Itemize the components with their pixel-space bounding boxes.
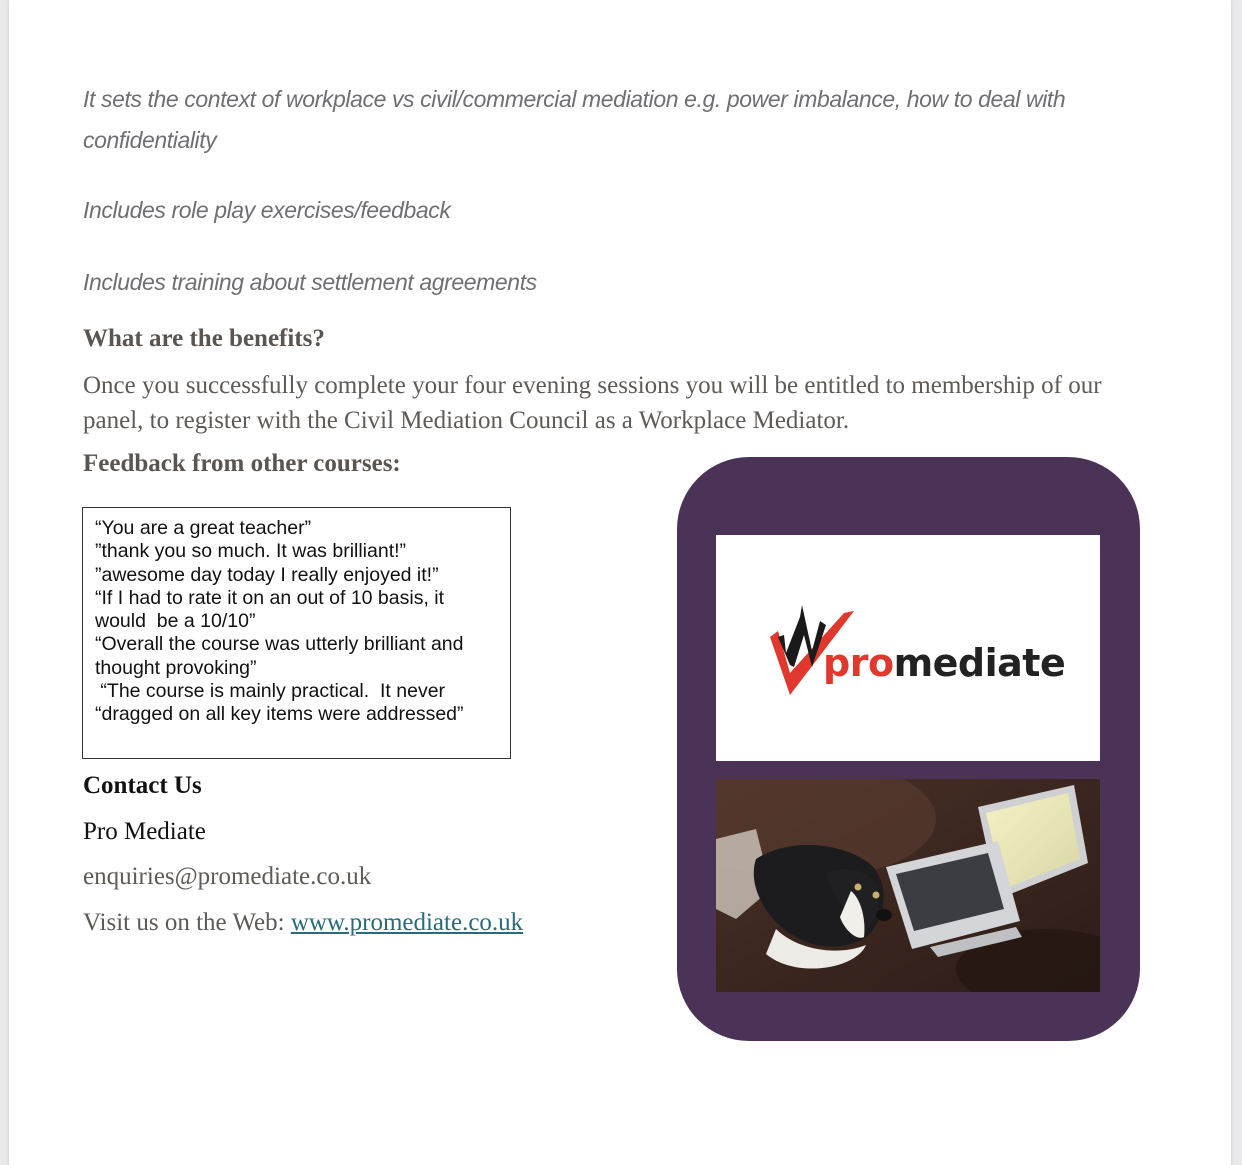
- document-page: [9, 0, 1231, 1165]
- intro-line-4: Includes training about settlement agreements: [83, 269, 537, 295]
- contact-web: [83, 909, 523, 937]
- feedback-line: thought provoking”: [95, 656, 257, 679]
- feedback-line: “dragged on all key items were addressed”: [95, 703, 464, 726]
- feedback-line: “You are a great teacher”: [95, 517, 312, 539]
- feedback-line: would be a 10/10”: [95, 610, 256, 633]
- logo-wordmark: [823, 641, 1065, 685]
- feedback-line: ”thank you so much. It was brilliant!”: [95, 540, 407, 563]
- logo-pro: pro: [823, 641, 894, 685]
- feedback-line: “The course is mainly practical. It never: [95, 680, 446, 703]
- feedback-heading: Feedback from other courses:: [83, 450, 401, 477]
- contact-email: enquiries@promediate.co.uk: [83, 863, 372, 890]
- photo-illustration: [716, 779, 1100, 992]
- feedback-line: “Overall the course was utterly brilliant and: [95, 633, 464, 656]
- web-prefix: Visit us on the Web:: [83, 909, 291, 936]
- dog-laptop-photo: [716, 779, 1100, 992]
- logo-mediate: mediate: [893, 641, 1066, 685]
- intro-line-2: confidentiality: [83, 127, 217, 153]
- contact-name: Pro Mediate: [83, 818, 206, 845]
- website-link[interactable]: www.promediate.co.uk: [290, 909, 524, 936]
- contact-heading: Contact Us: [83, 772, 202, 799]
- intro-line-3: Includes role play exercises/feedback: [83, 197, 451, 223]
- intro-line-1: It sets the context of workplace vs civil/commercial mediation e.g. power imbalance, how to deal with: [83, 86, 1066, 112]
- feedback-line: “If I had to rate it on an out of 10 basis, it: [95, 586, 445, 609]
- feedback-box: [82, 507, 511, 759]
- feedback-line: ”awesome day today I really enjoyed it!”: [95, 563, 439, 586]
- logo-panel: [716, 535, 1100, 761]
- benefits-text: Once you successfully complete your four evening sessions you will be entitled to membership of our panel, to register with the Civil Mediation Council as a Workplace Mediator.: [83, 372, 1102, 434]
- benefits-heading: What are the benefits?: [83, 325, 325, 352]
